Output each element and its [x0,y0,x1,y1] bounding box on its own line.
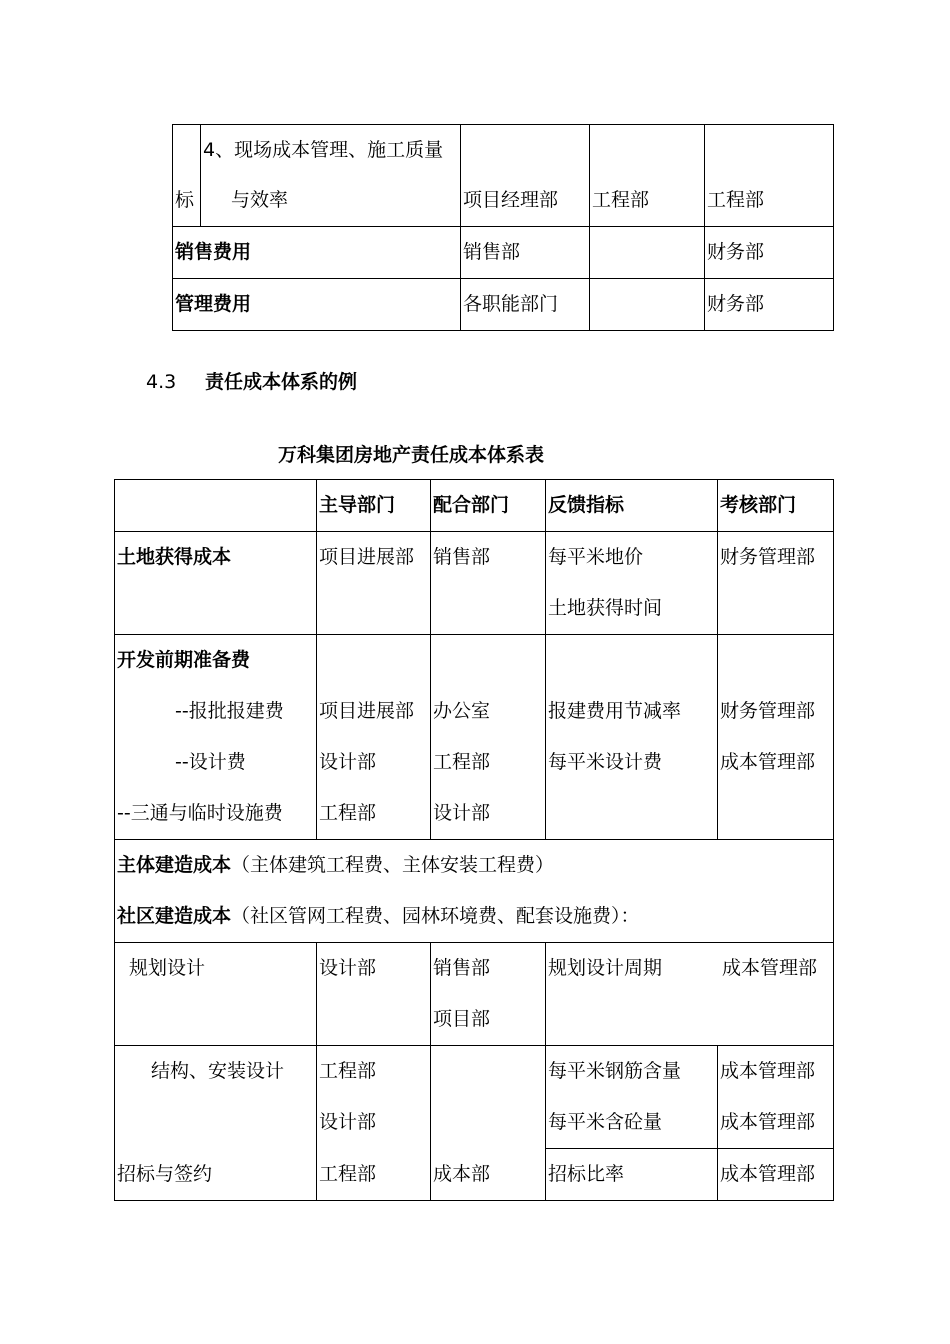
cost-table-continued [172,124,834,331]
cell-line [117,840,831,891]
table-cell: 项目进展部 [317,532,431,635]
cell-line: 4、现场成本管理、施工质量 [203,139,444,161]
table-caption: 万科集团房地产责任成本体系表 [278,444,545,466]
table-cell: 招标与签约 [115,1149,317,1201]
table-row [115,635,834,840]
cell-line [720,635,831,686]
cell-line: 成本管理部 [720,751,816,773]
note-text: （社区管网工程费、园林环境费、配套设施费）： [231,905,640,927]
table-cell: 工程部 [590,125,705,227]
table-cell [115,635,317,840]
table-cell [431,1046,546,1149]
table-row [115,532,834,635]
table-cell [317,635,431,840]
table-cell [546,532,718,635]
note-text: （主体建筑工程费、主体安装工程费） [231,854,555,876]
header-cell: 考核部门 [718,480,834,532]
table-cell: 成本部 [431,1149,546,1201]
table-cell: 招标比率 [546,1149,718,1201]
header-cell [115,480,317,532]
header-cell: 配合部门 [431,480,546,532]
header-cell: 反馈指标 [546,480,718,532]
header-cell: 主导部门 [317,480,431,532]
kpi-text: 规划设计周期 [548,957,663,979]
table-row [115,1046,834,1149]
table-cell [590,227,705,279]
cell-line: 开发前期准备费 [117,649,251,671]
table-cell [546,943,834,1046]
cell-line: 每平米含砼量 [548,1111,663,1133]
table-cell [201,125,461,227]
cell-line: 设计部 [319,751,377,773]
table-row [173,125,834,227]
table-row [115,840,834,943]
cell-line: --设计费 [175,751,246,773]
cell-line [546,943,833,994]
cell-line: 设计部 [433,802,491,824]
cell-line: 工程部 [319,1060,377,1082]
section-number: 4.3 [146,371,177,393]
table-cell: 项目经理部 [461,125,590,227]
table-cell: 财务部 [705,227,834,279]
table-cell [317,1046,431,1149]
table-cell: 财务部 [705,279,834,331]
table-cell [115,840,834,943]
table-row [173,279,834,331]
cell-line: 报建费用节减率 [548,700,682,722]
table-cell: 结构、安装设计 [115,1046,317,1149]
cell-line: 工程部 [319,802,377,824]
table-cell [546,1046,718,1149]
table-cell: 财务管理部 [718,532,834,635]
table-cell: 规划设计 [115,943,317,1046]
table-cell: 销售部 [461,227,590,279]
table-cell: 成本管理部 [718,1149,834,1201]
bold-label: 社区建造成本 [117,905,232,927]
cell-line: 每平米钢筋含量 [548,1060,682,1082]
table-row [115,943,834,1046]
cell-line [433,635,543,686]
table-cell: 标 [173,125,201,227]
table-cell: 销售费用 [173,227,461,279]
table-cell: 各职能部门 [461,279,590,331]
cell-line: 销售部 [433,957,491,979]
table-cell [718,635,834,840]
cell-line: 土地获得时间 [548,597,663,619]
cell-line: 每平米地价 [548,546,644,568]
table-cell: 管理费用 [173,279,461,331]
table-row [115,1149,834,1201]
table-cell: 工程部 [317,1149,431,1201]
table-cell [546,635,718,840]
table-cell [431,943,546,1046]
cell-line [548,635,715,686]
cell-line: 设计部 [319,1111,377,1133]
table-cell [718,1046,834,1149]
cell-line: 每平米设计费 [548,751,663,773]
responsibility-cost-table [114,479,834,1201]
cell-line: 与效率 [231,189,289,211]
cell-line: 项目进展部 [319,700,415,722]
cell-line: --报批报建费 [175,700,284,722]
cell-line: 办公室 [433,700,491,722]
bold-label: 主体建造成本 [117,854,232,876]
assess-text: 成本管理部 [722,957,818,979]
cell-line: 项目部 [433,1008,491,1030]
cell-line: 工程部 [433,751,491,773]
table-cell [590,279,705,331]
table-cell: 土地获得成本 [115,532,317,635]
table-header-row [115,480,834,532]
cell-line: 成本管理部 [720,1060,816,1082]
table-cell: 销售部 [431,532,546,635]
cell-line [117,891,831,942]
table-cell: 工程部 [705,125,834,227]
cell-line [319,635,428,686]
cell-line: 成本管理部 [720,1111,816,1133]
table-row [173,227,834,279]
table-cell [431,635,546,840]
cell-line: 财务管理部 [720,700,816,722]
section-title: 责任成本体系的例 [205,371,358,393]
cell-line: --三通与临时设施费 [117,802,283,824]
table-cell: 设计部 [317,943,431,1046]
